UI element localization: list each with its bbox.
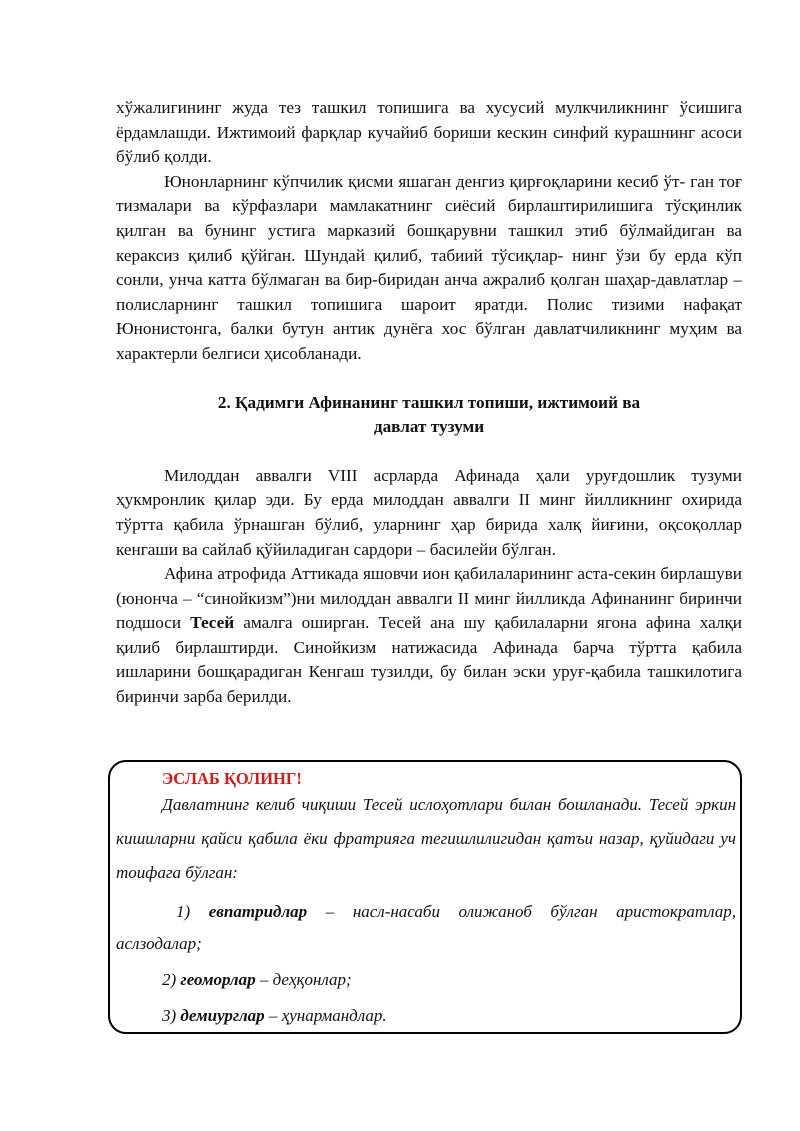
callout-item-description: – ҳунармандлар. [264, 1006, 387, 1025]
callout-item-number: 3) [162, 1006, 177, 1025]
callout-title: ЭСЛАБ ҚОЛИНГ! [162, 769, 302, 788]
callout-item-term: демиурглар [180, 1006, 265, 1025]
callout-intro: Давлатнинг келиб чиқиши Тесей ислоҳотлари билан бошланади. Тесей эркин кишиларни қайси қабила ёки фратрияга тегишлилигидан қатъи назар, қуйидаги уч тоифага бўлган: [116, 795, 736, 882]
page-body [116, 96, 742, 710]
callout-item-term: геоморлар [180, 970, 256, 989]
callout-list-item [116, 964, 736, 996]
paragraph-athens-tribes: Милоддан аввалги VIII асрларда Афинада ҳали уруғдошлик тузуми ҳукмронлик қилар эди. Бу ерда милоддан аввалги II минг йилликнинг охирида тўртта қабила ўрнашган бўлиб, уларнинг ҳар бирида халқ йиғини, оқсоқоллар кенгаши ва сайлаб қўйиладиган сардори – басилейи бўлган. [116, 465, 742, 559]
paragraph-synoecism-text-before: Афина атрофида Аттикада яшовчи ион қабилаларининг аста-секин бирлашуви (юнонча – “синойкизм”)ни милоддан аввалги II минг йилликда Афинанинг биринчи подшоси [116, 564, 742, 633]
section-heading-line-1: 2. Қадимги Афинанинг ташкил топиши, ижтимоий ва [217, 392, 641, 412]
section-heading-line-2: давлат тузуми [373, 417, 485, 437]
callout-item-number: 2) [162, 970, 177, 989]
remember-callout-box [108, 760, 742, 1034]
paragraph-synoecism-text-after: амалга оширган. Тесей ана шу қабилаларни ягона афина халқи қилиб бирлаштирди. Синойкизм натижасида Афинада барча тўртта қабила ишларини бошқарадиган Кенгаш тузилди, бу билан эски уруғ-қабила ташкилотига биринчи зарба берилди. [116, 613, 742, 707]
callout-list-item [116, 896, 736, 960]
callout-item-description: – деҳқонлар; [255, 970, 352, 989]
paragraph-geography: Юнонларнинг кўпчилик қисми яшаган денгиз қирғоқларини кесиб ўт- ган тоғ тизмалари ва кўрфазлари мамлакатнинг сиёсий бирлаштирилишига тўсқинлик қилган ва бунинг устига марказий бошқарувни ташкил этиб бўлмайдиган ва кераксиз қилиб қўйган. Шундай қилиб, табиий тўсиқлар- нинг ўзи бу ерда кўп сонли, унча катта бўлмаган ва бир-биридан анча ажралиб қолган шаҳар-давлатлар – полисларнинг ташкил топишига шароит яратди. Полис тизими нафақат Юнонистонга, балки бутун антик дунёга хос бўлган давлатчиликнинг муҳим ва характерли белгиси ҳисобланади. [116, 171, 742, 363]
paragraph-continuation: хўжалигининг жуда тез ташкил топишига ва хусусий мулкчиликнинг ўсишига ёрдамлашди. Ижтимоий фарқлар кучайиб бориши кескин синфий курашнинг асоси бўлиб қолди. [116, 98, 742, 167]
section-heading [116, 391, 742, 440]
theseus-name: Тесей [190, 613, 235, 633]
callout-item-description: – насл-насаби олижаноб бўлган аристократлар, аслзодалар; [116, 902, 737, 953]
callout-list-item [116, 1000, 736, 1032]
paragraph-synoecism [116, 562, 742, 710]
callout-item-number: 1) [176, 902, 191, 921]
callout-item-term: евпатридлар [208, 902, 308, 921]
